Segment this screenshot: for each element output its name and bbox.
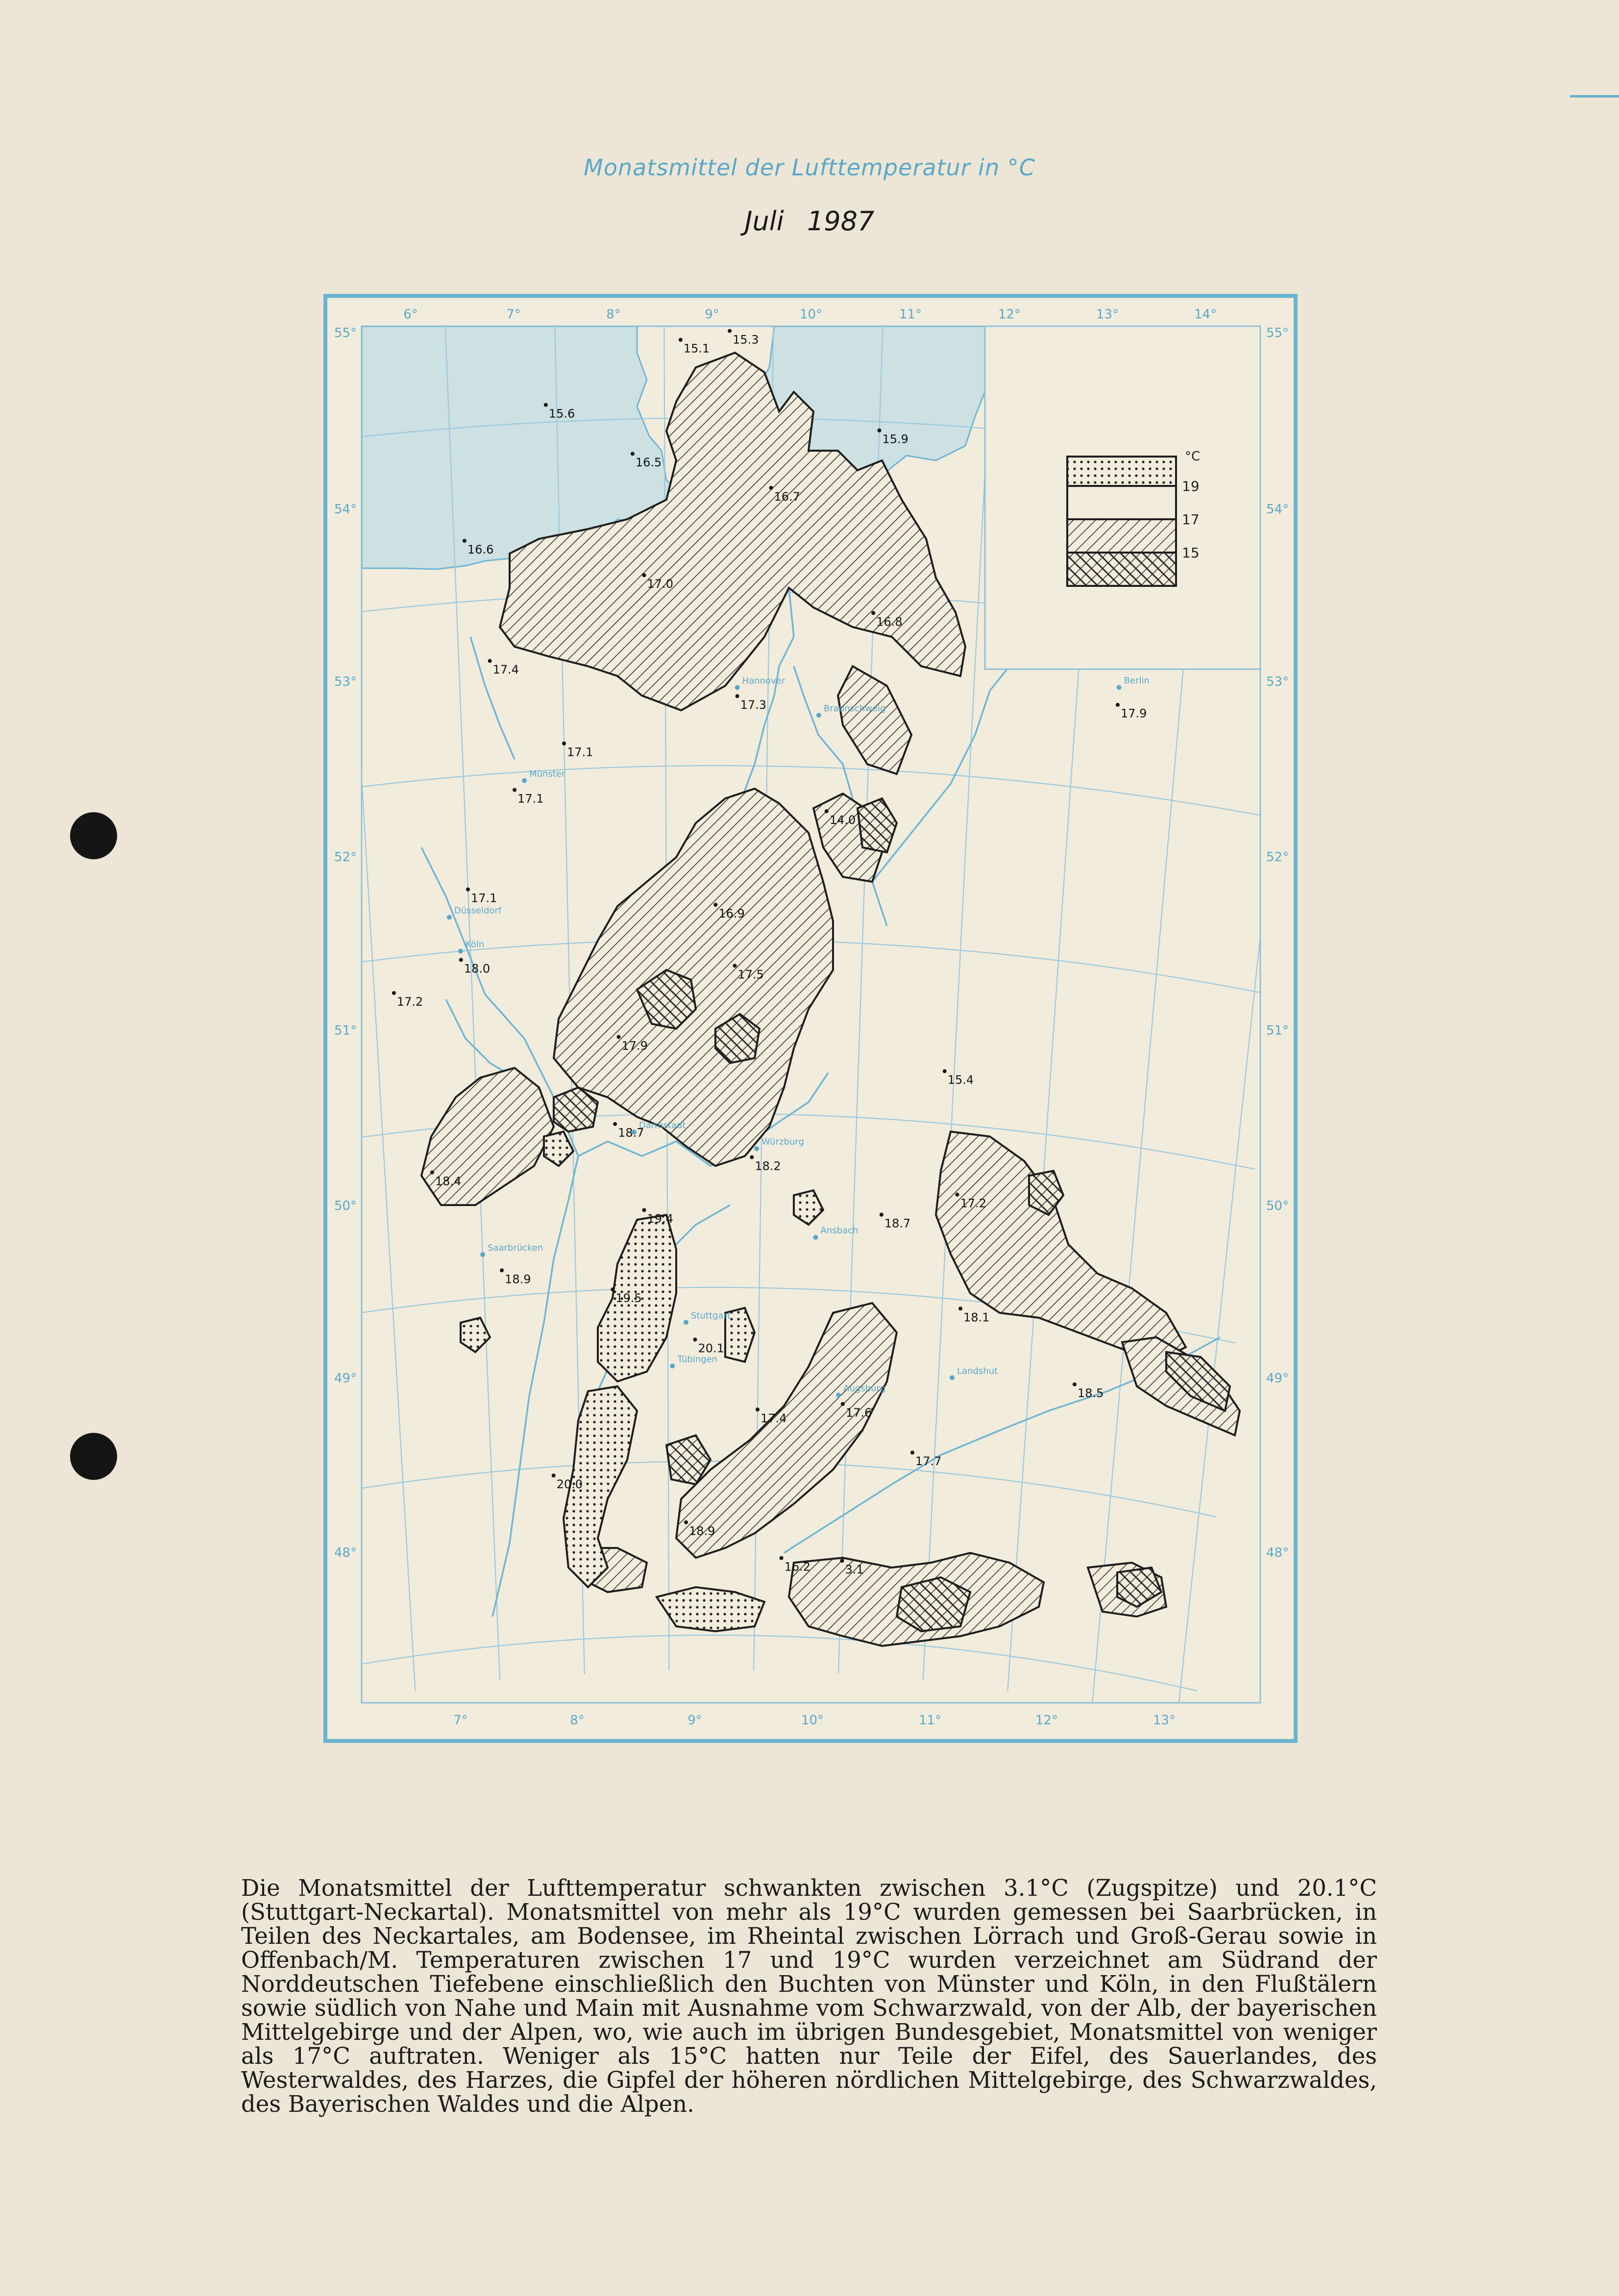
station-value: 18.7 [884, 1216, 911, 1231]
right-latitude-label: 48° [1266, 1546, 1289, 1560]
legend-threshold-15: 15 [1182, 545, 1200, 561]
top-longitude-label: 6° [403, 307, 418, 322]
station-marker [392, 991, 396, 995]
station-value: 18.9 [505, 1272, 531, 1286]
legend-swatch-below-15 [1067, 553, 1176, 586]
page-subtitle [0, 206, 1619, 237]
station-marker [728, 329, 732, 333]
left-latitude-label: 54° [334, 502, 357, 517]
station-marker [562, 742, 566, 746]
top-longitude-label: 9° [705, 307, 719, 322]
station-marker [513, 788, 516, 792]
station-value: 16.5 [635, 456, 662, 470]
station-value: 15.1 [683, 341, 710, 356]
station-marker [544, 403, 548, 407]
station-value: 17.7 [915, 1454, 942, 1469]
station-marker [642, 1208, 646, 1212]
station-value: 17.9 [1120, 706, 1147, 721]
station-value: 15.6 [548, 407, 575, 421]
station-marker [552, 1474, 556, 1477]
station-marker [958, 1306, 962, 1310]
city-marker [1117, 685, 1122, 690]
station-marker [713, 903, 717, 907]
station-value: 17.5 [737, 967, 764, 982]
station-marker [488, 659, 492, 663]
station-value: 16.2 [784, 1560, 811, 1574]
station-marker [613, 1122, 617, 1126]
top-longitude-label: 8° [606, 307, 621, 322]
station-value: 15.4 [947, 1073, 974, 1087]
right-latitude-label: 55° [1266, 326, 1289, 340]
station-marker [642, 573, 646, 577]
city-marker [522, 778, 527, 783]
legend-swatch-15-17 [1067, 519, 1176, 553]
left-latitude-label: 55° [334, 326, 357, 340]
left-latitude-label: 50° [334, 1199, 357, 1213]
station-value: 14.0 [829, 813, 856, 827]
station-marker [430, 1170, 434, 1174]
city-marker [950, 1375, 955, 1380]
temperature-map [323, 294, 1298, 1743]
bottom-longitude-label: 11° [918, 1713, 942, 1728]
city-label: Düsseldorf [454, 905, 502, 916]
station-value: 18.4 [435, 1174, 462, 1188]
top-longitude-label: 10° [799, 307, 823, 322]
left-latitude-label: 52° [334, 850, 357, 865]
city-marker [480, 1252, 485, 1257]
station-value: 16.8 [876, 615, 903, 629]
caption-text: Die Monatsmittel der Lufttemperatur schwankten zwischen 3.1°C (Zugspitze) und 20.1°C (Stuttgart-Neckartal). Monatsmittel von mehr als 19°C wurden gemessen bei Saarbrücken, in Teilen des Neckartales, am Bodensee, im Rheintal zwischen Lörrach und Groß-Gerau sowie in Offenbach/M. Temperaturen zwischen 17 und 19°C wurden verzeichnet am Südrand der Norddeutschen Tiefebene einschließlich den Buchten von Münster und Köln, in den Flußtälern sowie südlich von Nahe und Main mit Ausnahme vom Schwarzwald, von der Alb, der bayerischen Mittelgebirge und der Alpen, wo, wie auch im übrigen Bundesgebiet, Monatsmittel von weniger als 17°C auftraten. Weniger als 15°C hatten nur Teile der Eifel, des Sauerlandes, des Westerwaldes, des Harzes, die Gipfel der höheren nördlichen Mittelgebirge, des Schwarzwaldes, des Bayerischen Waldes und die Alpen. [241, 1875, 1377, 2117]
city-marker [447, 915, 452, 920]
station-value: 17.4 [492, 663, 519, 677]
right-latitude-label: 50° [1266, 1199, 1289, 1213]
station-marker [840, 1559, 844, 1563]
city-label: Berlin [1124, 676, 1150, 686]
bottom-longitude-label: 9° [687, 1713, 702, 1728]
station-marker [880, 1213, 883, 1217]
station-value: 17.4 [760, 1411, 787, 1426]
station-marker [631, 452, 635, 456]
station-value: 19.5 [615, 1291, 642, 1305]
station-marker [459, 958, 463, 962]
station-marker [841, 1402, 845, 1406]
station-value: 17.1 [517, 792, 544, 806]
city-label: Darmstadt [638, 1120, 686, 1131]
right-latitude-label: 51° [1266, 1023, 1289, 1038]
station-value: 17.0 [647, 577, 673, 591]
station-value: 18.0 [464, 962, 491, 976]
station-value: 15.9 [882, 432, 908, 446]
city-marker [458, 949, 463, 954]
station-value: 17.2 [396, 995, 423, 1009]
station-marker [684, 1521, 688, 1524]
year-label: 1987 [807, 206, 875, 237]
station-value: 18.7 [618, 1126, 644, 1140]
punch-hole-bottom [70, 1433, 117, 1480]
legend-unit: °C [1185, 449, 1201, 464]
bottom-longitude-label: 13° [1153, 1713, 1176, 1728]
top-longitude-label: 7° [506, 307, 521, 322]
city-marker [836, 1393, 841, 1398]
station-marker [733, 964, 737, 967]
station-marker [500, 1268, 504, 1272]
city-label: Würzburg [761, 1136, 804, 1147]
city-label: Braunschweig [823, 703, 886, 714]
station-marker [910, 1450, 914, 1454]
station-marker [780, 1556, 784, 1560]
bottom-longitude-label: 7° [453, 1713, 468, 1728]
station-marker [871, 611, 875, 615]
station-value: 18.1 [963, 1310, 990, 1325]
city-label: Stuttgart [691, 1310, 731, 1321]
city-marker [813, 1235, 818, 1240]
station-value: 19.4 [647, 1212, 673, 1226]
city-label: Saarbrücken [488, 1243, 543, 1254]
station-marker [679, 338, 683, 342]
station-value: 17.3 [740, 698, 766, 712]
legend-swatch-17-19 [1067, 486, 1176, 519]
city-label: Ansbach [820, 1225, 859, 1236]
city-label: Tübingen [677, 1354, 718, 1365]
station-value: 17.1 [567, 745, 593, 759]
station-marker [463, 539, 466, 543]
left-latitude-label: 51° [334, 1023, 357, 1038]
top-longitude-label: 14° [1194, 307, 1217, 322]
left-latitude-label: 53° [334, 675, 357, 689]
station-marker [466, 888, 470, 892]
station-value: 18.2 [755, 1159, 781, 1173]
station-marker [956, 1193, 959, 1197]
station-value: 17.1 [470, 891, 497, 905]
city-label: Münster [529, 769, 565, 779]
top-longitude-label: 11° [899, 307, 922, 322]
station-value: 16.6 [467, 542, 494, 556]
station-value: 15.3 [733, 333, 759, 347]
station-marker [825, 809, 829, 813]
bottom-longitude-label: 12° [1035, 1713, 1058, 1728]
right-latitude-label: 54° [1266, 502, 1289, 517]
top-longitude-label: 12° [998, 307, 1021, 322]
city-marker [816, 713, 821, 718]
month-label: Juli [744, 206, 784, 237]
right-latitude-label: 53° [1266, 675, 1289, 689]
station-value: 17.2 [960, 1196, 987, 1210]
city-marker [735, 685, 740, 690]
legend-threshold-19: 19 [1182, 478, 1200, 494]
station-value: 20.0 [556, 1477, 583, 1492]
station-value: 18.5 [1077, 1386, 1104, 1400]
station-marker [756, 1407, 760, 1411]
station-marker [1073, 1382, 1077, 1386]
station-value: 3.1 [845, 1563, 864, 1577]
station-marker [611, 1287, 614, 1291]
bottom-longitude-label: 10° [801, 1713, 824, 1728]
right-latitude-label: 52° [1266, 850, 1289, 865]
city-label: Augsburg [843, 1383, 886, 1394]
city-marker [754, 1146, 759, 1151]
city-label: Landshut [957, 1366, 998, 1377]
city-label: Hannover [742, 676, 785, 686]
station-marker [1116, 703, 1120, 707]
station-marker [769, 486, 773, 490]
city-label: Köln [466, 939, 485, 950]
city-marker [684, 1320, 688, 1325]
station-marker [878, 429, 882, 433]
station-value: 20.1 [698, 1341, 724, 1355]
punch-hole-top [70, 812, 117, 859]
page-title: Monatsmittel der Lufttemperatur in °C [584, 154, 1035, 181]
legend-threshold-17: 17 [1182, 511, 1200, 528]
station-marker [736, 694, 739, 698]
left-latitude-label: 49° [334, 1371, 357, 1386]
right-latitude-label: 49° [1266, 1371, 1289, 1386]
bottom-longitude-label: 8° [570, 1713, 585, 1728]
edge-mark [1570, 95, 1619, 97]
left-latitude-label: 48° [334, 1546, 357, 1560]
city-marker [670, 1363, 675, 1368]
station-value: 17.6 [845, 1406, 872, 1420]
station-marker [617, 1035, 621, 1039]
legend-swatch-above-19 [1067, 457, 1176, 486]
station-value: 16.9 [718, 907, 745, 920]
station-value: 16.7 [774, 489, 800, 504]
station-value: 18.9 [689, 1524, 715, 1538]
station-marker [943, 1069, 947, 1073]
station-value: 17.9 [621, 1039, 648, 1053]
top-longitude-label: 13° [1096, 307, 1119, 322]
station-marker [693, 1338, 697, 1342]
station-marker [750, 1155, 754, 1159]
